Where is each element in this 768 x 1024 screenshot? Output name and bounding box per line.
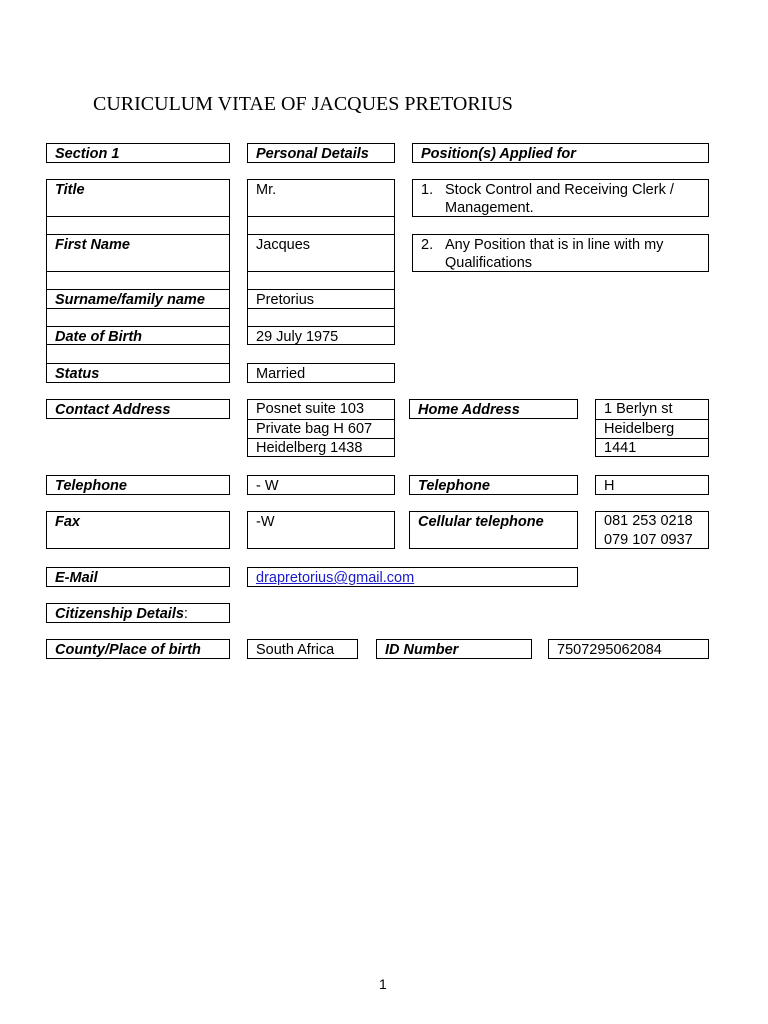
status-label: Status	[55, 366, 100, 382]
position-1-line2: Management.	[445, 200, 534, 216]
id-number-value: 7507295062084	[557, 642, 662, 658]
contact-address-label-cell	[46, 399, 230, 419]
position-2-line2: Qualifications	[445, 255, 533, 271]
section-header-text: Section 1	[55, 146, 120, 162]
contact-address-line-2: Private bag H 607	[248, 419, 394, 439]
positions-header-text: Position(s) Applied for	[421, 146, 576, 162]
contact-address-value-cell	[247, 399, 395, 457]
position-1-line1: Stock Control and Receiving Clerk /	[445, 182, 674, 198]
email-value-cell	[247, 567, 578, 587]
status-value-cell	[247, 363, 395, 383]
citizenship-label-cell	[46, 603, 230, 623]
first-name-label: First Name	[55, 237, 130, 253]
spacer-cell	[247, 308, 395, 327]
cellular-value-cell	[595, 511, 709, 549]
telephone-home-label: Telephone	[418, 478, 490, 494]
telephone-work-cell	[247, 475, 395, 495]
title-label-cell	[46, 179, 230, 217]
dob-label-cell	[46, 326, 230, 345]
fax-label: Fax	[55, 514, 80, 530]
dob-value: 29 July 1975	[256, 329, 339, 345]
citizenship-colon: :	[183, 606, 188, 622]
dob-value-cell	[247, 326, 395, 345]
home-address-label-cell	[409, 399, 578, 419]
page-number: 1	[379, 976, 387, 992]
contact-address-line-1: Posnet suite 103	[256, 401, 365, 417]
home-address-line-3: 1441	[596, 438, 708, 458]
citizenship-label: Citizenship Details	[55, 606, 184, 622]
fax-value: -W	[256, 514, 275, 530]
surname-label-cell	[46, 289, 230, 309]
telephone-home-value: H	[604, 478, 615, 494]
home-address-line-1: 1 Berlyn st	[604, 401, 673, 417]
position-2-number: 2.	[421, 237, 434, 253]
birthplace-label: County/Place of birth	[55, 642, 201, 658]
email-link[interactable]: drapretorius@gmail.com	[256, 570, 415, 586]
surname-value: Pretorius	[256, 292, 315, 308]
first-name-value-cell	[247, 234, 395, 272]
fax-label-cell	[46, 511, 230, 549]
position-2	[412, 234, 709, 272]
personal-details-header	[247, 143, 395, 163]
telephone-home-label-cell	[409, 475, 578, 495]
email-label: E-Mail	[55, 570, 98, 586]
first-name-label-cell	[46, 234, 230, 272]
cellular-line-2: 079 107 0937	[604, 531, 693, 548]
first-name-value: Jacques	[256, 237, 311, 253]
telephone-work-value: - W	[256, 478, 279, 494]
id-number-label: ID Number	[385, 642, 459, 658]
spacer-cell	[247, 271, 395, 290]
fax-value-cell	[247, 511, 395, 549]
personal-details-header-text: Personal Details	[256, 146, 369, 162]
positions-header	[412, 143, 709, 163]
position-2-line1: Any Position that is in line with my	[445, 237, 664, 253]
spacer-cell	[46, 344, 230, 364]
home-address-value-cell	[595, 399, 709, 457]
surname-label: Surname/family name	[55, 292, 205, 308]
contact-address-line-3: Heidelberg 1438	[248, 438, 394, 458]
spacer-cell	[247, 216, 395, 235]
status-label-cell	[46, 363, 230, 383]
title-value: Mr.	[256, 182, 277, 198]
surname-value-cell	[247, 289, 395, 309]
position-1	[412, 179, 709, 217]
spacer-cell	[46, 308, 230, 327]
cellular-label: Cellular telephone	[418, 514, 544, 530]
telephone-label-cell	[46, 475, 230, 495]
section-header	[46, 143, 230, 163]
id-number-value-cell	[548, 639, 709, 659]
birthplace-value-cell	[247, 639, 358, 659]
position-1-number: 1.	[421, 182, 434, 198]
dob-label: Date of Birth	[55, 329, 142, 345]
home-address-label: Home Address	[418, 402, 520, 418]
title-label: Title	[55, 182, 85, 198]
birthplace-value: South Africa	[256, 642, 335, 658]
birthplace-label-cell	[46, 639, 230, 659]
email-label-cell	[46, 567, 230, 587]
document-title: CURICULUM VITAE OF JACQUES PRETORIUS	[93, 93, 513, 115]
contact-address-label: Contact Address	[55, 402, 171, 418]
status-value: Married	[256, 366, 306, 382]
home-address-line-2: Heidelberg	[596, 419, 708, 439]
title-value-cell	[247, 179, 395, 217]
cellular-label-cell	[409, 511, 578, 549]
spacer-cell	[46, 271, 230, 290]
id-number-label-cell	[376, 639, 532, 659]
cellular-line-1: 081 253 0218	[604, 513, 693, 529]
spacer-cell	[46, 216, 230, 235]
telephone-home-cell	[595, 475, 709, 495]
telephone-label: Telephone	[55, 478, 127, 494]
